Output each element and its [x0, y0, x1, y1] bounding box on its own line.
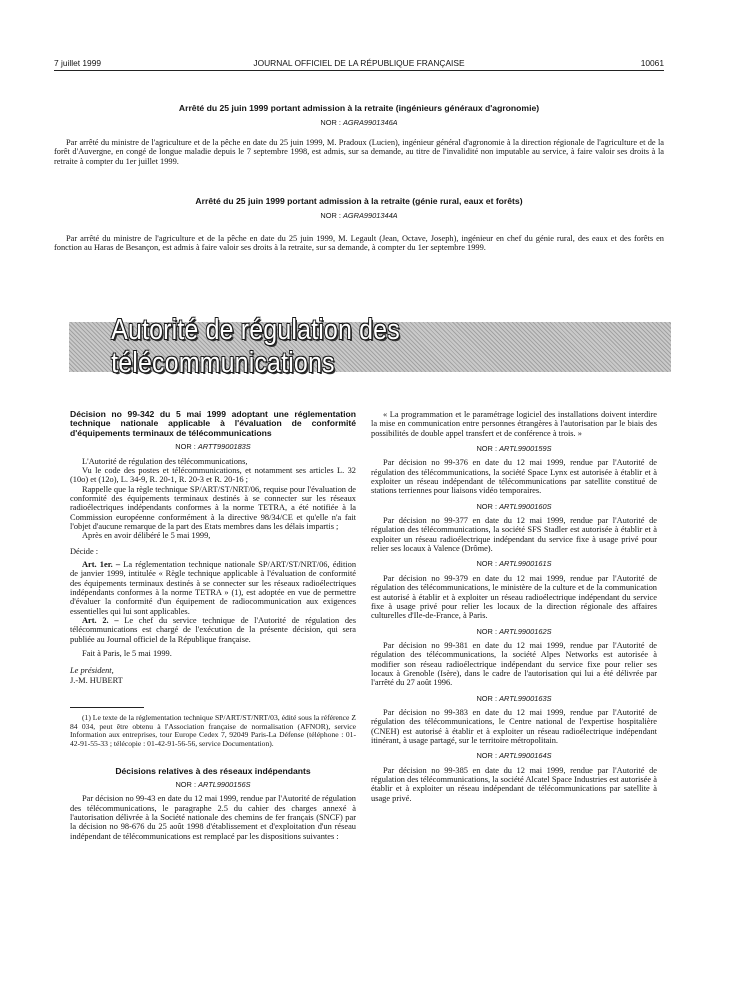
decision-entry-nor [371, 559, 657, 568]
decision-nor-code: ARTT9900183S [197, 442, 251, 452]
footnote: (1) Le texte de la réglementation technique SP/ART/ST/NRT/03, édité sous la référence Z 84 034, peut être obtenu à l'Association française de normalisation (AFNOR), service Information aux entreprises, tour Europe Cedex 7, 92049 Paris-La Défense (téléphone : 01-42-91-55-33 ; télécopie : 01-42-91-56-56, service Documentation). [70, 713, 356, 748]
nor-label: NOR : [476, 626, 497, 636]
header-date: 7 juillet 1999 [54, 58, 102, 68]
reseaux-title: Décisions relatives à des réseaux indépendants [115, 765, 311, 776]
decision-entry [371, 751, 657, 803]
nor-label: NOR : [476, 501, 497, 511]
nor-code: ARTL9900160S [499, 501, 552, 511]
decide-label: Décide : [70, 546, 99, 556]
arrete1-text: Par arrêté du ministre de l'agriculture et de la pêche en date du 25 juin 1999, M. Pradoux (Lucien), ingénieur général d'agronomie à la direction régionale de l'agriculture et de la forêt d'Auvergne, en congé de longue maladie depuis le 7 septembre 1998, est admis, sur sa demande, au titre de l'invalidité non imputable au service, à faire valoir ses droits à la retraite à compter du 1er juillet 1999. [54, 138, 664, 166]
nor-code: ARTL9900163S [499, 693, 552, 703]
decision-paragraph: Après en avoir délibéré le 5 mai 1999, [82, 531, 211, 541]
arrete2-nor-code: AGRA9901344A [342, 211, 398, 220]
decision-title: Décision no 99-342 du 5 mai 1999 adoptant une réglementation technique nationale applicable à l'évaluation de conformité d'équipements terminaux de télécommunications [70, 409, 356, 438]
nor-code: ARTL9900159S [499, 444, 552, 454]
decision-entry-text: Par décision no 99-385 en date du 12 mai 1999, rendue par l'Autorité de régulation des télécommunications, la société Alcatel Space Industries est autorisée à établir et à exploiter un réseau indépendant de télécommunications par satellite à usage privé. [371, 765, 657, 803]
article-1-label: Art. 1er. – [82, 560, 121, 569]
decision-entry-text: Par décision no 99-379 en date du 12 mai 1999, rendue par l'Autorité de régulation des télécommunications, le ministère de la culture et de la communication est autorisé à établir et à exploiter un réseau radioélectrique indépendant du service fixe à usage privé pour relier les locaux de la direction régionale des affaires culturelles d'Ile-de-France, à Paris. [371, 573, 657, 621]
article-2 [70, 616, 356, 644]
arrete2-nor [54, 211, 664, 220]
decision-entry-nor [371, 502, 657, 511]
arrete1-nor [54, 118, 664, 127]
decision-entry-nor [371, 751, 657, 760]
header-journal-title: JOURNAL OFFICIEL DE LA RÉPUBLIQUE FRANÇAISE [253, 58, 465, 68]
article-1-text: La réglementation technique nationale SP/ART/ST/NRT/06, édition de janvier 1999, intitulée « Règle technique applicable à l'évaluation de conformité des équipements terminaux destinés à se connecter sur les réseaux radioélectriques indépendants conformes à la norme TETRA » (1), est adoptée en vue de permettre d'évaluer la conformité d'un équipement de radiocommunication aux exigences essentielles qui lui sont applicables. [70, 560, 357, 616]
nor-label: NOR : [476, 751, 497, 761]
decision-entry [371, 627, 657, 688]
decision-paragraph: Rappelle que la règle technique SP/ART/ST/NRT/06, requise pour l'évaluation de conformité des équipements terminaux destinés à se connecter sur les réseaux radioélectriques indépendants conformes à la norme TETRA, a été notifiée à la Commission européenne conformément à la directive 98/34/CE et qu'elle n'a fait l'objet d'aucune remarque de la part des Etats membres dans les délais impartis ; [70, 484, 356, 531]
nor-label: NOR : [476, 559, 497, 569]
decision-entry [371, 444, 657, 496]
decision-done: Fait à Paris, le 5 mai 1999. [82, 649, 172, 659]
left-column [70, 410, 356, 841]
article-1 [70, 560, 356, 616]
header-rule [54, 70, 664, 71]
arrete2-title: Arrêté du 25 juin 1999 portant admission à la retraite (génie rural, eaux et forêts) [195, 196, 523, 206]
section-banner [69, 314, 671, 379]
arrete2-text: Par arrêté du ministre de l'agriculture et de la pêche en date du 25 juin 1999, M. Legault (Jean, Octave, Joseph), ingénieur en chef du génie rural, des eaux et des forêts en fonction au Haras de Besançon, est admis à faire valoir ses droits à la retraite, sur sa demande, à compter du 1er septembre 1999. [54, 234, 664, 253]
decision-nor [70, 442, 356, 451]
decision-entry-nor [371, 627, 657, 636]
decision-entry [371, 694, 657, 746]
article-2-label: Art. 2. – [82, 616, 119, 626]
signature-title: Le président, [70, 666, 114, 676]
reseaux-nor [70, 780, 356, 789]
decision-entry-text: Par décision no 99-376 en date du 12 mai 1999, rendue par l'Autorité de régulation des télécommunications, la société Space Lynx est autorisée à établir et à exploiter un réseau indépendant de télécommunications par satellite constitué de stations terriennes pour liaisons vidéo temporaires. [371, 458, 657, 496]
nor-label: NOR : [476, 693, 497, 703]
reseaux-quote: « La programmation et le paramétrage logiciel des installations doivent interdire la mise en communication entre personnes étrangères à l'autorisation par le biais des possibilités de double appel transfert et de conférence à trois. » [371, 410, 657, 438]
nor-code: ARTL9900161S [499, 559, 552, 569]
decision-entry-text: Par décision no 99-377 en date du 12 mai 1999, rendue par l'Autorité de régulation des télécommunications, la société SFS Stadler est autorisée à établir et à exploiter un réseau radioélectrique indépendant du service fixe à usage privé pour relier ses locaux à Valence (Drôme). [371, 516, 657, 554]
section-banner-title: Autorité de régulation des télécommunications [111, 314, 400, 379]
decision-entry-text: Par décision no 99-381 en date du 12 mai 1999, rendue par l'Autorité de régulation des télécommunications, la société Alpes Networks est autorisée à modifier son réseau radioélectrique indépendant du service fixe pour relier ses locaux à Grenoble (Isère), dans le cadre de l'autorisation qui lui a été délivrée par l'arrêté du 27 août 1996. [371, 640, 657, 688]
decision-entry-nor [371, 444, 657, 453]
header-page-number: 10061 [640, 58, 664, 68]
arrete1-nor-code: AGRA9901346A [342, 118, 398, 127]
signature-name: J.-M. HUBERT [70, 675, 123, 685]
decision-paragraph: L'Autorité de régulation des télécommunications, [82, 456, 248, 466]
decision-entry [371, 559, 657, 620]
article-2-text: Le chef du service technique de l'Autorité de régulation des télécommunications est chargé de l'exécution de la présente décision, qui sera publiée au Journal officiel de la République française. [70, 616, 357, 644]
decision-paragraph: Vu le code des postes et télécommunications, et notamment ses articles L. 32 (10o) et (12o), L. 34-9, R. 20-1, R. 20-3 et R. 20-16 ; [70, 465, 356, 485]
arrete1-title: Arrêté du 25 juin 1999 portant admission à la retraite (ingénieurs généraux d'agronomie) [178, 103, 540, 113]
reseaux-text: Par décision no 99-43 en date du 12 mai 1999, rendue par l'Autorité de régulation des télécommunications, le paragraphe 2.5 du cahier des charges annexé à l'autorisation délivrée à la Société nationale des chemins de fer français (SNCF) par la décision no 98-676 du 25 août 1998 d'établissement et d'exploitation d'un réseau indépendant de télécommunications est remplacé par les dispositions suivantes : [70, 794, 356, 841]
right-column [371, 410, 657, 803]
arrete2-nor-label: NOR : [320, 211, 341, 220]
reseaux-nor-code: ARTL9900156S [198, 779, 251, 789]
decision-entry-text: Par décision no 99-383 en date du 12 mai 1999, rendue par l'Autorité de régulation des télécommunications, le Centre national de l'expertise hospitalière (CNEH) est autorisé à établir et à exploiter un réseau radioélectrique indépendant itinérant, à usage partagé, sur le territoire métropolitain. [371, 707, 657, 745]
nor-code: ARTL9900162S [499, 626, 552, 636]
footnote-rule [70, 707, 144, 708]
arrete1-nor-label: NOR : [320, 118, 341, 127]
decision-entry [371, 502, 657, 554]
reseaux-nor-label: NOR : [175, 779, 196, 789]
nor-label: NOR : [476, 444, 497, 454]
decision-nor-label: NOR : [175, 442, 196, 452]
nor-code: ARTL9900164S [499, 751, 552, 761]
decision-entry-nor [371, 694, 657, 703]
